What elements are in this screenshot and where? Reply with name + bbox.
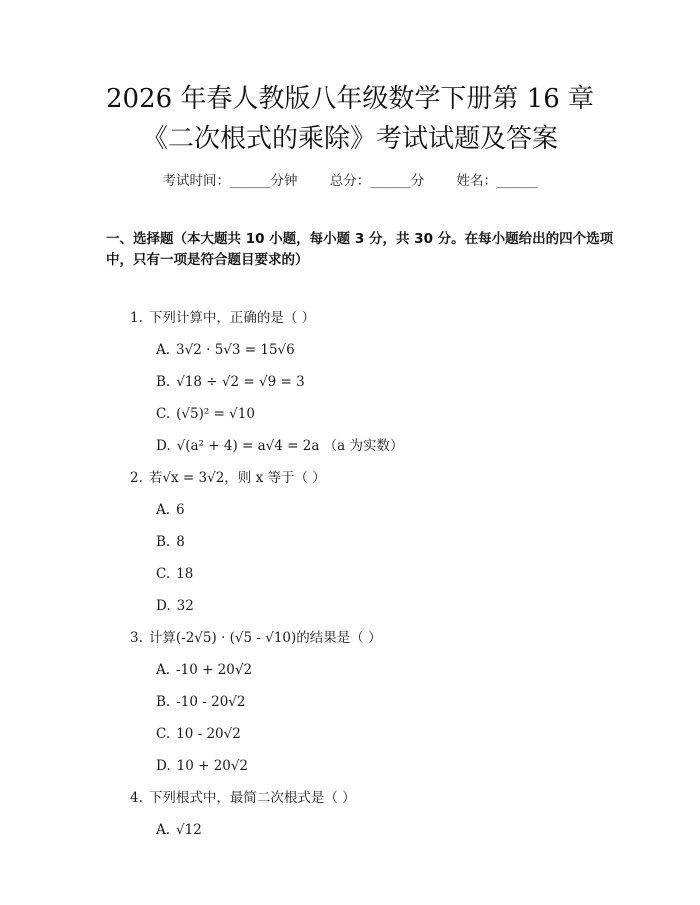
option-text: 10 + 20√2 — [176, 758, 249, 774]
option-label: A. — [156, 662, 171, 678]
option-3c — [156, 725, 241, 743]
option-3d — [156, 757, 248, 775]
question-text: 计算(-2√5) · (√5 - √10)的结果是（ ） — [148, 630, 382, 646]
option-text: 18 — [176, 566, 194, 582]
option-text: √18 ÷ √2 = √9 = 3 — [176, 374, 305, 390]
option-label: C. — [156, 566, 171, 582]
option-label: C. — [156, 406, 171, 422]
document-title-line-1: 2026 年春人教版八年级数学下册第 16 章 — [105, 84, 595, 114]
question-text: 下列计算中，正确的是（ ） — [148, 310, 316, 326]
question-number: 2. — [130, 470, 143, 486]
option-text: (√5)² = √10 — [176, 406, 255, 422]
option-text: √12 — [176, 822, 202, 838]
option-text: 32 — [176, 598, 194, 614]
option-2c — [156, 565, 193, 583]
option-text: √(a² + 4) = a√4 = 2a （a 为实数） — [176, 438, 404, 454]
option-1b — [156, 373, 305, 391]
option-label: A. — [156, 342, 171, 358]
option-text: 8 — [176, 534, 185, 550]
option-4a — [156, 821, 202, 839]
option-label: B. — [156, 534, 171, 550]
option-1c — [156, 405, 255, 423]
exam-time-label: 考试时间：______分钟 — [162, 173, 298, 189]
student-name-label: 姓名：______ — [456, 173, 538, 189]
option-text: 3√2 · 5√3 = 15√6 — [176, 342, 295, 358]
option-label: D. — [156, 598, 171, 614]
option-label: B. — [156, 374, 171, 390]
question-1 — [130, 309, 315, 327]
question-2 — [130, 469, 326, 487]
question-3 — [130, 629, 382, 647]
question-4 — [130, 789, 356, 807]
option-1a — [156, 341, 295, 359]
option-2d — [156, 597, 194, 615]
option-text: 10 - 20√2 — [176, 726, 241, 742]
question-text: 下列根式中，最简二次根式是（ ） — [148, 790, 356, 806]
option-label: A. — [156, 822, 171, 838]
option-3a — [156, 661, 252, 679]
exam-score-label: 总分：______分 — [329, 173, 425, 189]
option-label: C. — [156, 726, 171, 742]
section-heading-choice: 一、选择题（本大题共 10 小题，每小题 3 分，共 30 分。在每小题给出的四个选项中，只有一项是符合题目要求的） — [106, 231, 614, 268]
option-text: 6 — [176, 502, 185, 518]
option-label: B. — [156, 694, 171, 710]
option-2a — [156, 501, 185, 519]
option-text: -10 - 20√2 — [176, 694, 246, 710]
option-3b — [156, 693, 245, 711]
question-number: 3. — [130, 630, 143, 646]
question-text: 若√x = 3√2，则 x 等于（ ） — [148, 470, 326, 486]
option-label: D. — [156, 758, 171, 774]
option-2b — [156, 533, 185, 551]
exam-meta — [0, 169, 700, 189]
option-label: D. — [156, 438, 171, 454]
document-title-line-2: 《二次根式的乘除》考试试题及答案 — [141, 124, 558, 154]
question-number: 4. — [130, 790, 143, 806]
option-label: A. — [156, 502, 171, 518]
option-1d — [156, 437, 404, 455]
question-number: 1. — [130, 310, 143, 326]
option-text: -10 + 20√2 — [176, 662, 253, 678]
